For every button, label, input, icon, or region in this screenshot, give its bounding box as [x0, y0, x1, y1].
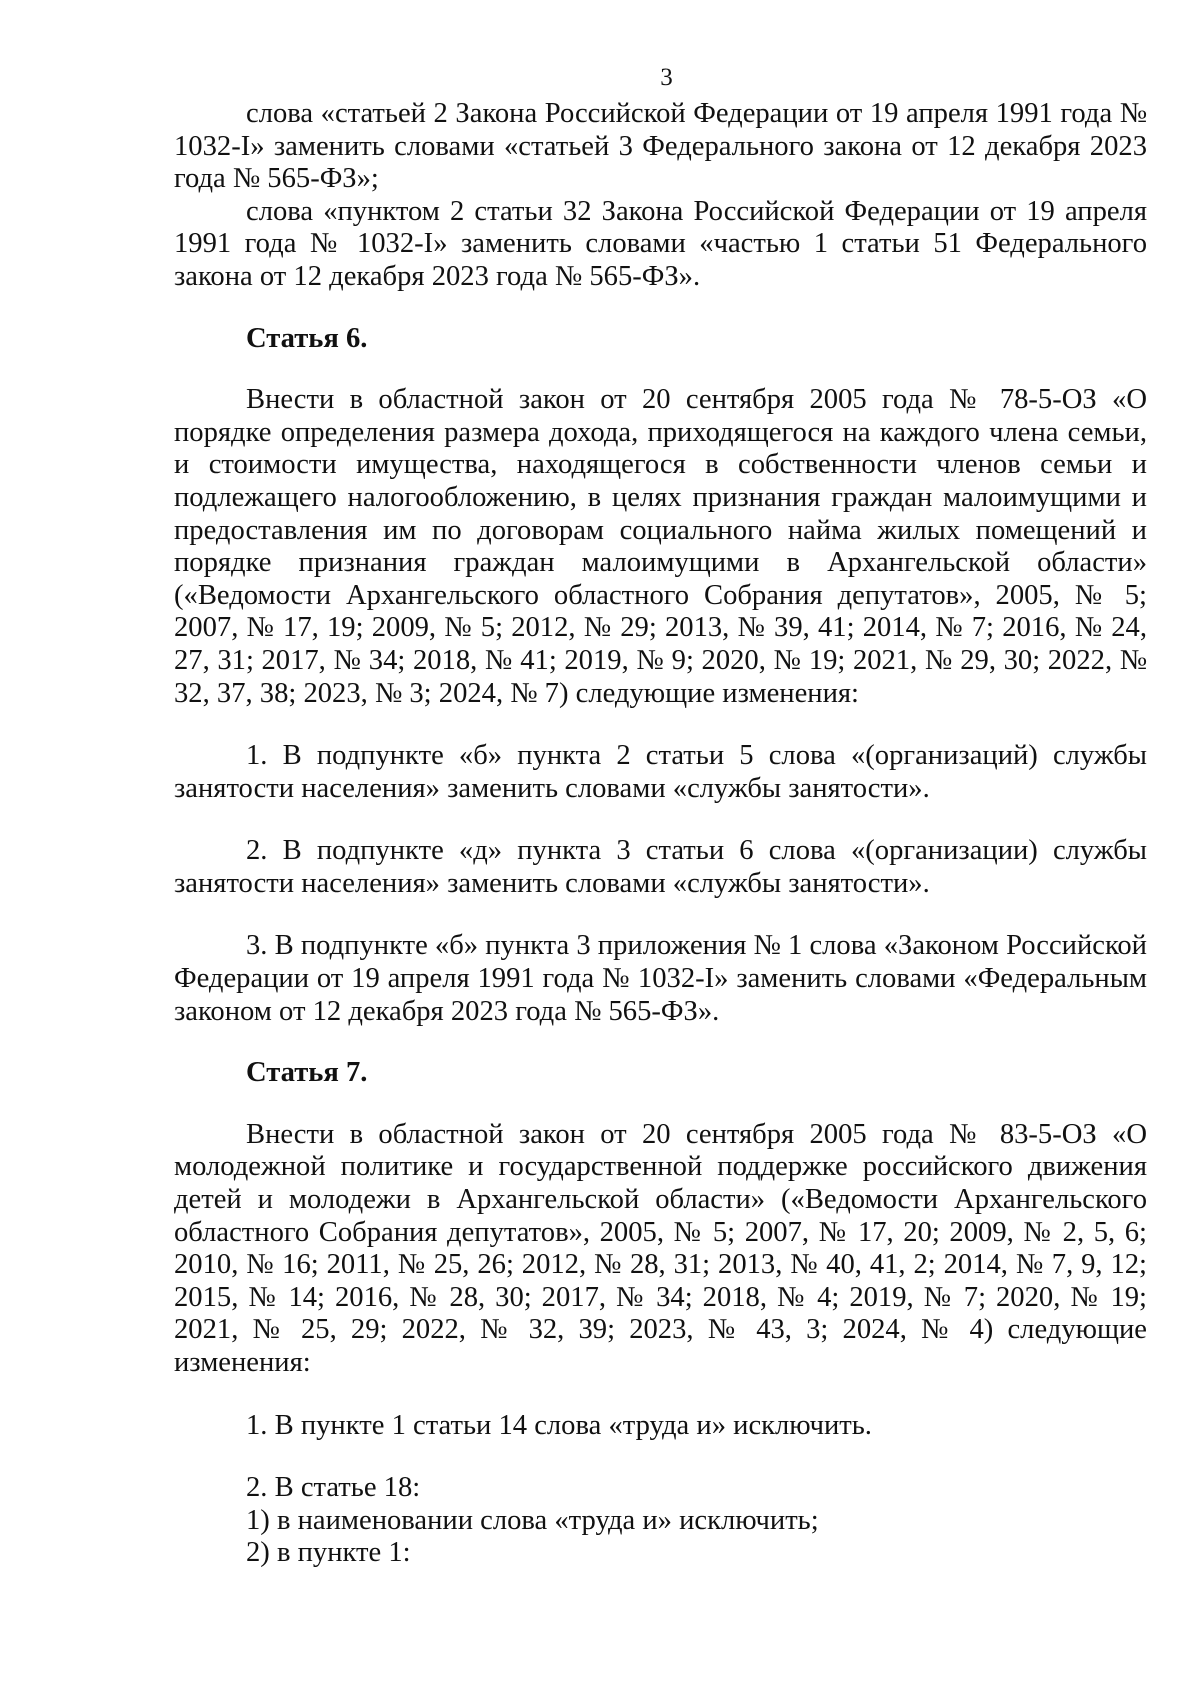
article-7-item-2-sub-2: 2) в пункте 1: [246, 1537, 411, 1569]
article-6-item-1: 1. В подпункте «б» пункта 2 статьи 5 слова «(организаций) службы занятости населения» заменить словами «службы занятости». [174, 740, 1147, 804]
article-6-heading: Статья 6. [246, 322, 368, 354]
paragraph: слова «пунктом 2 статьи 32 Закона Российской Федерации от 19 апреля 1991 года № 1032-I» заменить словами «частью 1 статьи 51 Федерального закона от 12 декабря 2023 года № 565-ФЗ». [174, 195, 1147, 292]
article-6-item-3: 3. В подпункте «б» пункта 3 приложения № 1 слова «Законом Российской Федерации от 19 апреля 1991 года № 1032-I» заменить словами «Федеральным законом от 12 декабря 2023 года № 565-ФЗ». [174, 930, 1147, 1027]
page-number: 3 [660, 64, 673, 91]
article-6-item-2: 2. В подпункте «д» пункта 3 статьи 6 слова «(организации) службы занятости населения» заменить словами «службы занятости». [174, 835, 1147, 899]
paragraph: слова «статьей 2 Закона Российской Федерации от 19 апреля 1991 года № 1032-I» заменить словами «статьей 3 Федерального закона от 12 декабря 2023 года № 565-ФЗ»; [174, 98, 1147, 195]
article-7-intro: Внести в областной закон от 20 сентября 2005 года № 83-5-ОЗ «О молодежной политике и государственной поддержке российского движения детей и молодежи в Архангельской области» («Ведомости Архангельского областного Собрания депутатов», 2005, № 5; 2007, № 17, 20; 2009, № 2, 5, 6; 2010, № 16; 2011, № 25, 26; 2012, № 28, 31; 2013, № 40, 41, 2; 2014, № 7, 9, 12; 2015, № 14; 2016, № 28, 30; 2017, № 34; 2018, № 4; 2019, № 7; 2020, № 19; 2021, № 25, 29; 2022, № 32, 39; 2023, № 43, 3; 2024, № 4) следующие изменения: [174, 1118, 1147, 1378]
article-7-item-2-sub-1: 1) в наименовании слова «труда и» исключить; [246, 1504, 819, 1536]
document-page [174, 62, 1147, 1570]
article-7-heading: Статья 7. [246, 1057, 368, 1089]
article-7-item-1: 1. В пункте 1 статьи 14 слова «труда и» исключить. [246, 1409, 872, 1441]
article-6-intro: Внести в областной закон от 20 сентября 2005 года № 78-5-ОЗ «О порядке определения размера дохода, приходящегося на каждого члена семьи, и стоимости имущества, находящегося в собственности членов семьи и подлежащего налогообложению, в целях признания граждан малоимущими и предоставления им по договорам социального найма жилых помещений и порядке признания граждан малоимущими в Архангельской области» («Ведомости Архангельского областного Собрания депутатов», 2005, № 5; 2007, № 17, 19; 2009, № 5; 2012, № 29; 2013, № 39, 41; 2014, № 7; 2016, № 24, 27, 31; 2017, № 34; 2018, № 41; 2019, № 9; 2020, № 19; 2021, № 29, 30; 2022, № 32, 37, 38; 2023, № 3; 2024, № 7) следующие изменения: [174, 384, 1147, 709]
article-7-item-2: 2. В статье 18: [246, 1472, 421, 1504]
